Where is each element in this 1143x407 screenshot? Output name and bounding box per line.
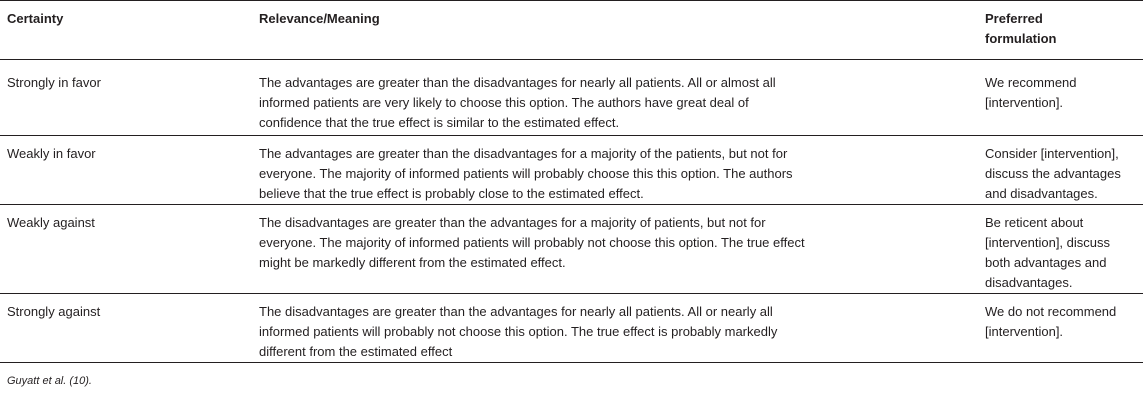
table-row [0,294,1143,363]
formulation-line: [intervention]. [985,324,1064,339]
relevance-line: The advantages are greater than the disadvantages for nearly all patients. All or almost all [259,75,776,90]
formulation-line: disadvantages. [985,275,1073,290]
formulation-line: Consider [intervention], [985,146,1119,161]
relevance-line: might be markedly different from the estimated effect. [259,255,566,270]
cell-formulation [978,60,1143,136]
cell-relevance [252,60,978,136]
formulation-line: [intervention]. [985,95,1064,110]
table-footnote: Guyatt et al. (10). [7,375,92,387]
relevance-line: informed patients are very likely to choose this option. The authors have great deal of [259,95,749,110]
formulation-line: We recommend [985,75,1077,90]
header-formulation-line: formulation [985,31,1057,46]
relevance-line: The disadvantages are greater than the advantages for a majority of patients, but not for [259,215,766,230]
relevance-line: informed patients will probably not choose this option. The true effect is probably markedly [259,324,778,339]
formulation-line: We do not recommend [985,304,1117,319]
table-row [0,136,1143,205]
table-row [0,60,1143,136]
relevance-line: different from the estimated effect [259,344,453,359]
formulation-line: [intervention], discuss [985,235,1111,250]
cell-relevance [252,205,978,294]
header-certainty: Certainty [0,1,252,60]
formulation-line: Be reticent about [985,215,1084,230]
header-formulation [978,1,1143,60]
header-formulation-line: Preferred [985,11,1043,26]
relevance-line: everyone. The majority of informed patients will probably choose this this option. The authors [259,166,793,181]
relevance-line: The disadvantages are greater than the advantages for nearly all patients. All or nearly all [259,304,773,319]
cell-certainty: Weakly in favor [0,136,252,205]
formulation-line: and disadvantages. [985,186,1098,201]
cell-formulation [978,294,1143,363]
relevance-line: everyone. The majority of informed patients will probably not choose this option. The true effect [259,235,805,250]
formulation-line: discuss the advantages [985,166,1121,181]
header-relevance: Relevance/Meaning [252,1,978,60]
table-body [0,60,1143,363]
relevance-line: believe that the true effect is probably close to the estimated effect. [259,186,644,201]
header-row [0,1,1143,60]
formulation-line: both advantages and [985,255,1107,270]
relevance-line: confidence that the true effect is similar to the estimated effect. [259,115,620,130]
relevance-line: The advantages are greater than the disadvantages for a majority of the patients, but not for [259,146,788,161]
cell-certainty: Weakly against [0,205,252,294]
cell-formulation [978,136,1143,205]
table-header [0,1,1143,60]
cell-relevance [252,136,978,205]
cell-certainty: Strongly against [0,294,252,363]
cell-formulation [978,205,1143,294]
cell-certainty: Strongly in favor [0,60,252,136]
cell-relevance [252,294,978,363]
table-row [0,205,1143,294]
